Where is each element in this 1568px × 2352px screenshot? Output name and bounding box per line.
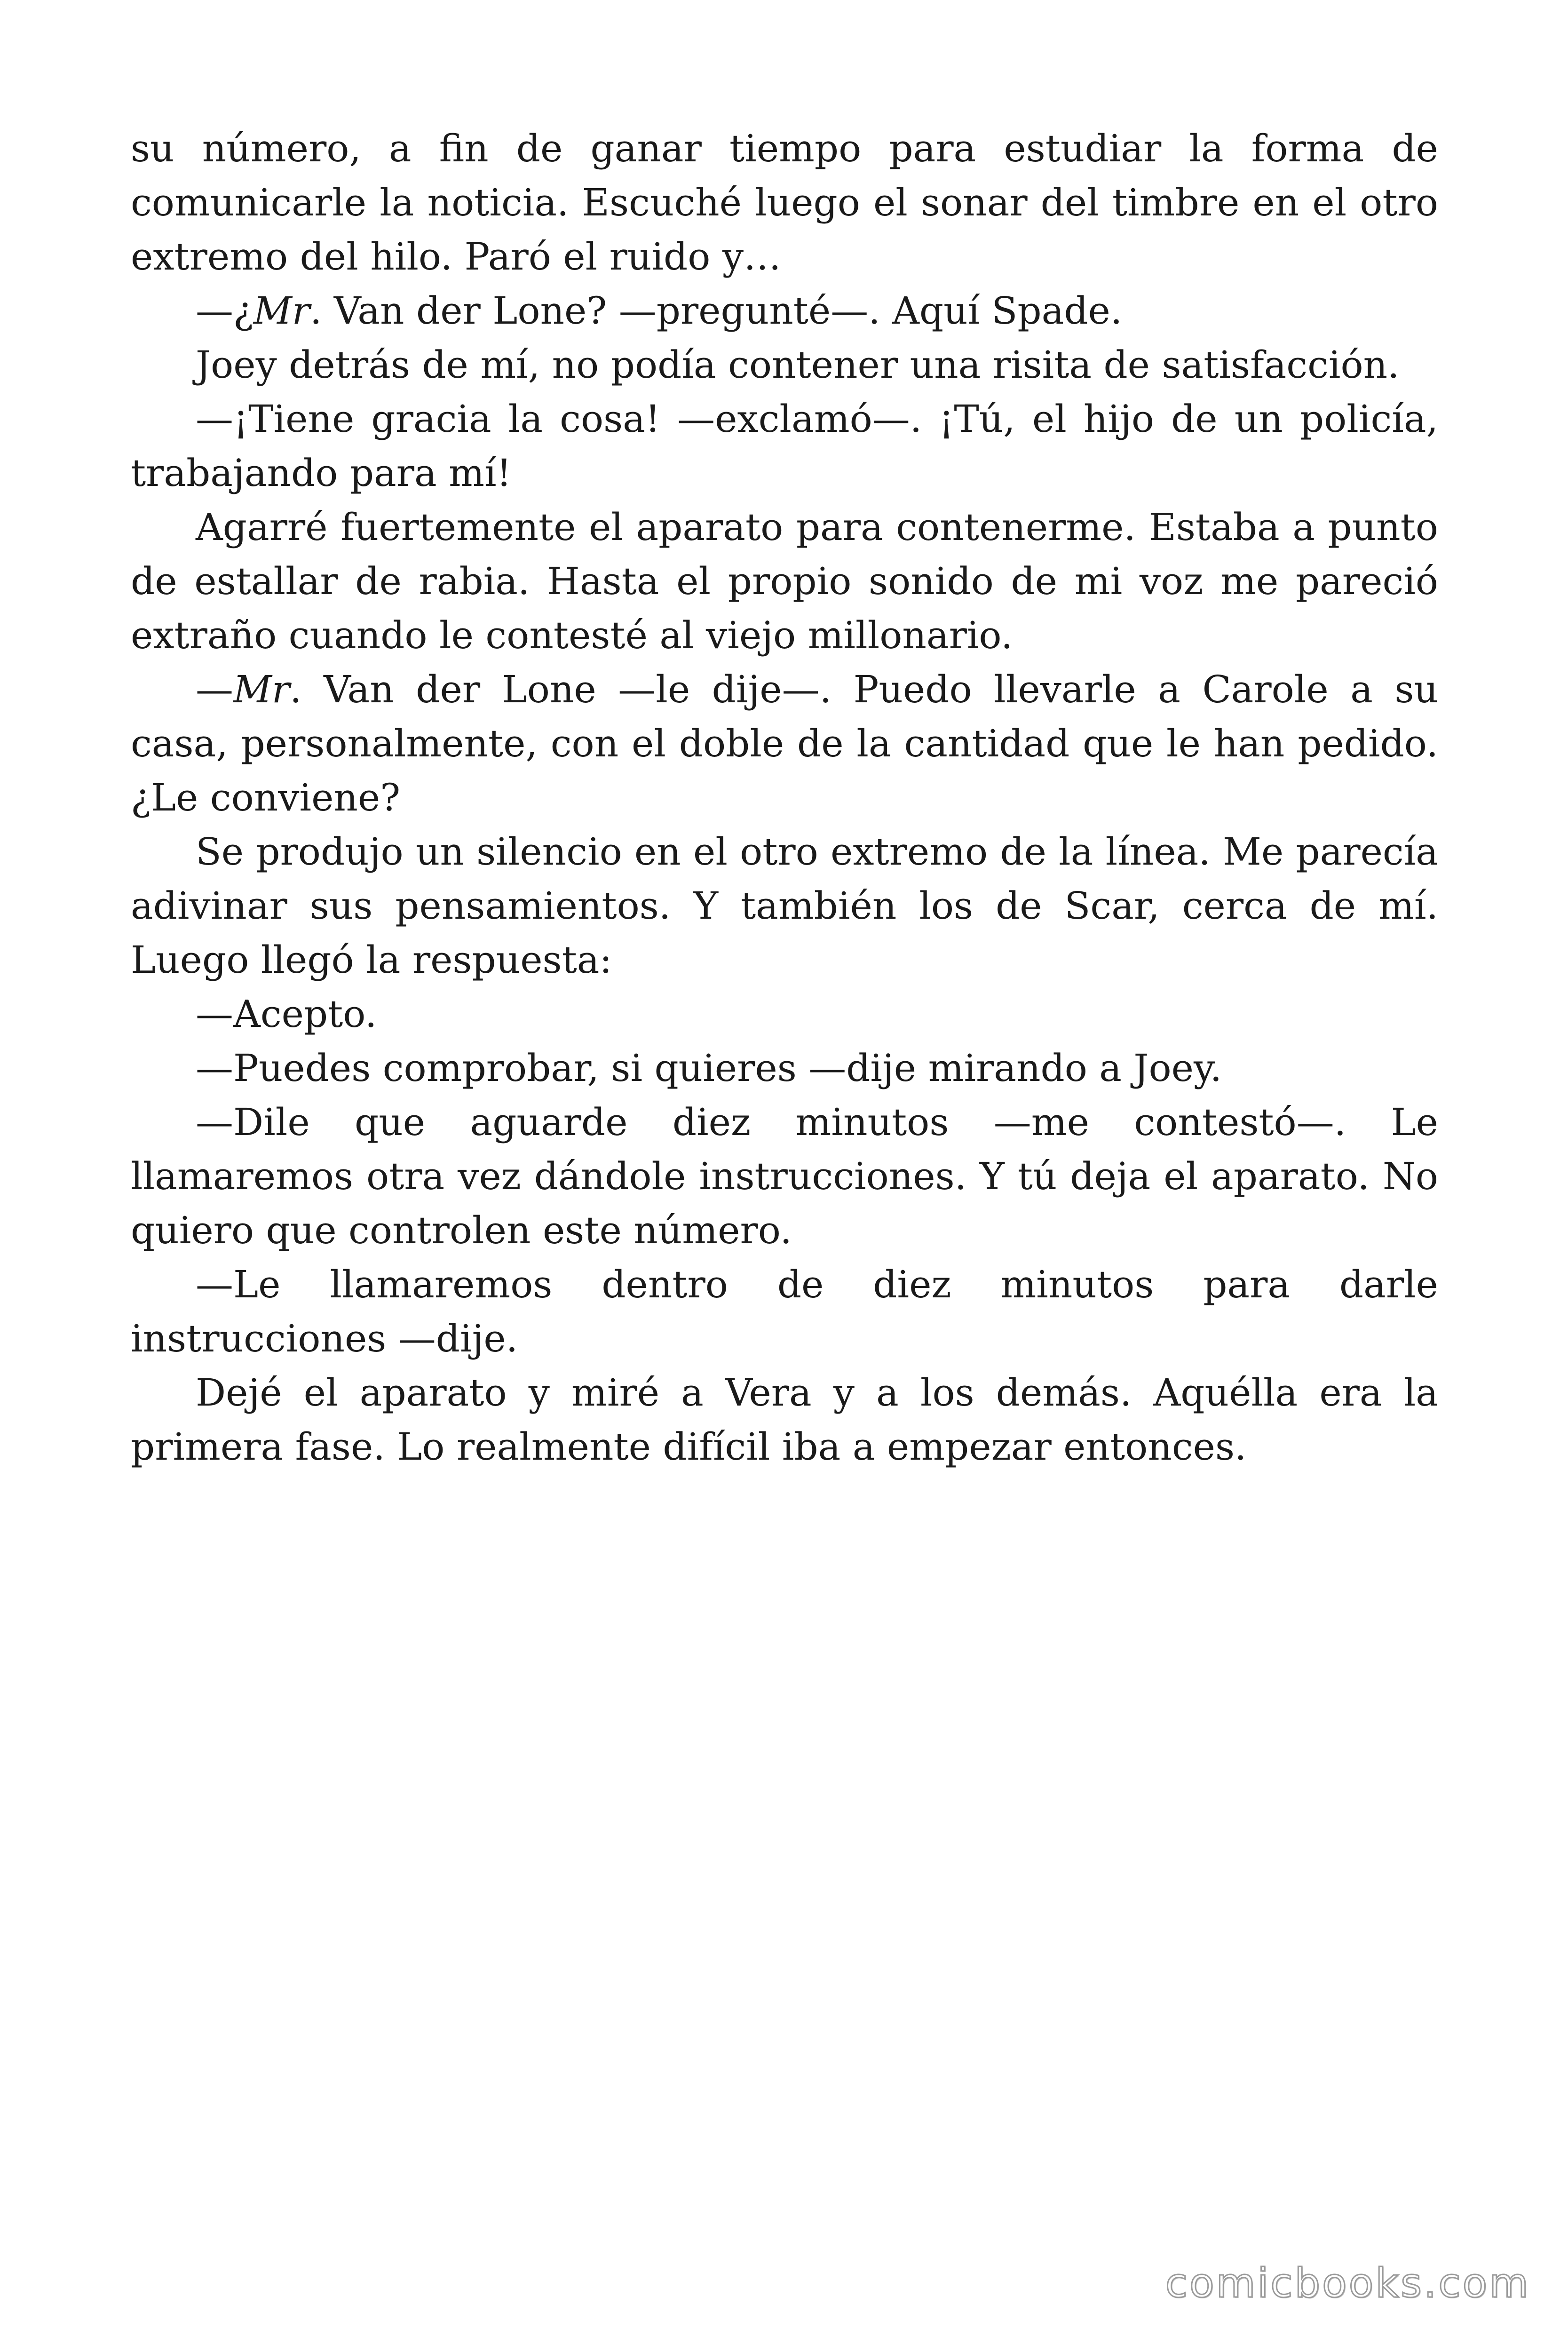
paragraph-prefix: —: [196, 667, 233, 711]
italic-honorific: Mr: [253, 289, 310, 333]
paragraph: su número, a fin de ganar tiempo para estudiar la forma de comunicarle la noticia. Escuché luego el sonar del timbre en el otro extremo del hilo. Paró el ruido y…: [131, 127, 1438, 278]
paragraph: Se produjo un silencio en el otro extremo de la línea. Me parecía adivinar sus pensamientos. Y también los de Scar, cerca de mí. Luego llegó la respuesta:: [131, 830, 1438, 982]
paragraph: Dejé el aparato y miré a Vera y a los demás. Aquélla era la primera fase. Lo realmente difícil iba a empezar entonces.: [131, 1371, 1438, 1469]
paragraph-text: . Van der Lone? —pregunté—. Aquí Spade.: [310, 289, 1123, 333]
paragraph: —Dile que aguarde diez minutos —me contestó—. Le llamaremos otra vez dándole instrucciones. Y tú deja el aparato. No quiero que controlen este número.: [131, 1100, 1438, 1252]
watermark: comicbooks.com: [1165, 2260, 1530, 2307]
paragraph-text: . Van der Lone —le dije—. Puedo llevarle a Carole a su casa, personalmente, con el doble de la cantidad que le han pedido. ¿Le conviene?: [131, 667, 1438, 819]
paragraph: —Le llamaremos dentro de diez minutos para darle instrucciones —dije.: [131, 1263, 1438, 1360]
paragraph-prefix: —¿: [196, 289, 253, 333]
paragraph: [131, 662, 1438, 825]
paragraph: —Puedes comprobar, si quieres —dije mirando a Joey.: [196, 1046, 1222, 1090]
paragraph: —Acepto.: [196, 992, 377, 1036]
paragraph: Joey detrás de mí, no podía contener una risita de satisfacción.: [196, 343, 1400, 387]
book-page: [131, 121, 1438, 1474]
paragraph: —¡Tiene gracia la cosa! —exclamó—. ¡Tú, el hijo de un policía, trabajando para mí!: [131, 397, 1438, 495]
paragraph: Agarré fuertemente el aparato para contenerme. Estaba a punto de estallar de rabia. Hasta el propio sonido de mi voz me pareció extraño cuando le contesté al viejo millonario.: [131, 505, 1438, 657]
paragraph: [131, 284, 1438, 338]
italic-honorific: Mr: [233, 667, 290, 711]
